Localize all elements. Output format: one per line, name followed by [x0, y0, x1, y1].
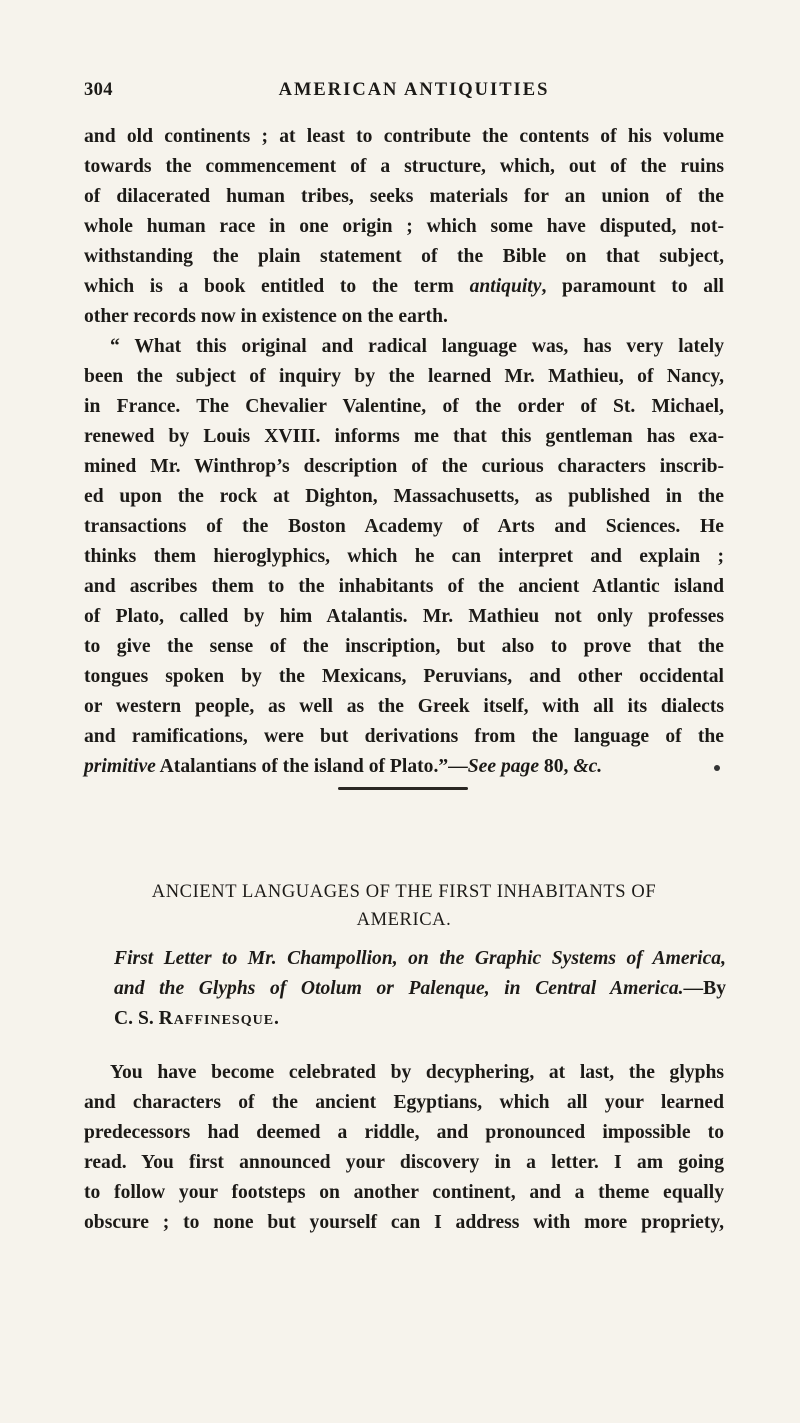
text-run: which is a book entitled to the term — [84, 276, 454, 297]
text-line: to follow your footsteps on another continent, and a theme equally — [84, 1182, 724, 1203]
running-head — [84, 80, 724, 101]
italic-etc: &c. — [573, 756, 603, 777]
paragraph-1 — [84, 122, 724, 782]
text-line: mined Mr. Winthrop’s description of the curious characters inscrib- — [84, 456, 724, 477]
text-line — [84, 752, 724, 782]
text-line: in France. The Chevalier Valentine, of the order of St. Michael, — [84, 396, 724, 417]
paragraph-3 — [84, 1058, 724, 1238]
text-line: “ What this original and radical language was, has very lately — [110, 336, 724, 357]
text-line: read. You first announced your discovery in a letter. I am going — [84, 1152, 724, 1173]
author-initials: C. S. — [114, 1008, 154, 1029]
text-line: of dilacerated human tribes, seeks materials for an union of the — [84, 186, 724, 207]
running-title: AMERICAN ANTIQUITIES — [278, 80, 550, 100]
page-number: 304 — [84, 80, 113, 100]
text-line: or western people, as well as the Greek itself, with all its dialects — [84, 696, 724, 717]
text-line: other records now in existence on the earth. — [84, 306, 448, 327]
text-line: to give the sense of the inscription, but also to prove that the — [84, 636, 724, 657]
text-line: ed upon the rock at Dighton, Massachusetts, as published in the — [84, 486, 724, 507]
printer-mark — [714, 765, 720, 771]
text-line: towards the commencement of a structure, which, out of the ruins — [84, 156, 724, 177]
text-line: and ramifications, were but derivations from the language of the — [84, 726, 724, 747]
italic-reference: See page — [467, 756, 540, 777]
byline-by: —By — [683, 978, 726, 999]
text-line: renewed by Louis XVIII. informs me that this gentleman has exa- — [84, 426, 724, 447]
heading-line: ANCIENT LANGUAGES OF THE FIRST INHABITANTS OF — [151, 882, 657, 902]
text-line: and old continents ; at least to contribute the contents of his volume — [84, 126, 724, 147]
text-line: been the subject of inquiry by the learned Mr. Mathieu, of Nancy, — [84, 366, 724, 387]
text-line: whole human race in one origin ; which some have disputed, not- — [84, 216, 724, 237]
text-run: 80, — [539, 756, 574, 777]
byline-title-text: and the Glyphs of Otolum or Palenque, in Central America. — [114, 978, 684, 999]
author-name: Raffinesque. — [158, 1008, 280, 1029]
section-divider — [338, 787, 468, 790]
text-line: tongues spoken by the Mexicans, Peruvians, and other occidental — [84, 666, 724, 687]
italic-term: antiquity — [469, 276, 542, 297]
text-line: predecessors had deemed a riddle, and pronounced impossible to — [84, 1122, 724, 1143]
text-line — [84, 272, 724, 302]
byline-title-line: First Letter to Mr. Champollion, on the Graphic Systems of America, — [114, 948, 726, 969]
text-line: and characters of the ancient Egyptians, which all your learned — [84, 1092, 724, 1113]
text-line: transactions of the Boston Academy of Arts and Sciences. He — [84, 516, 724, 537]
text-run: , paramount to all — [541, 276, 724, 297]
letter-byline — [114, 944, 726, 1034]
text-line: withstanding the plain statement of the Bible on that subject, — [84, 246, 724, 267]
heading-line: AMERICA. — [356, 910, 452, 930]
text-run: Atalantians of the island of Plato.”— — [155, 756, 468, 777]
italic-term: primitive — [84, 756, 156, 777]
book-page — [84, 0, 724, 1423]
text-line: thinks them hieroglyphics, which he can interpret and explain ; — [84, 546, 724, 567]
byline-author — [114, 1004, 726, 1034]
section-heading — [84, 878, 724, 934]
text-line: You have become celebrated by decyphering, at last, the glyphs — [110, 1062, 724, 1083]
text-line: of Plato, called by him Atalantis. Mr. Mathieu not only professes — [84, 606, 724, 627]
byline-title-line — [114, 974, 726, 1004]
text-line: and ascribes them to the inhabitants of the ancient Atlantic island — [84, 576, 724, 597]
text-line: obscure ; to none but yourself can I address with more propriety, — [84, 1212, 724, 1233]
